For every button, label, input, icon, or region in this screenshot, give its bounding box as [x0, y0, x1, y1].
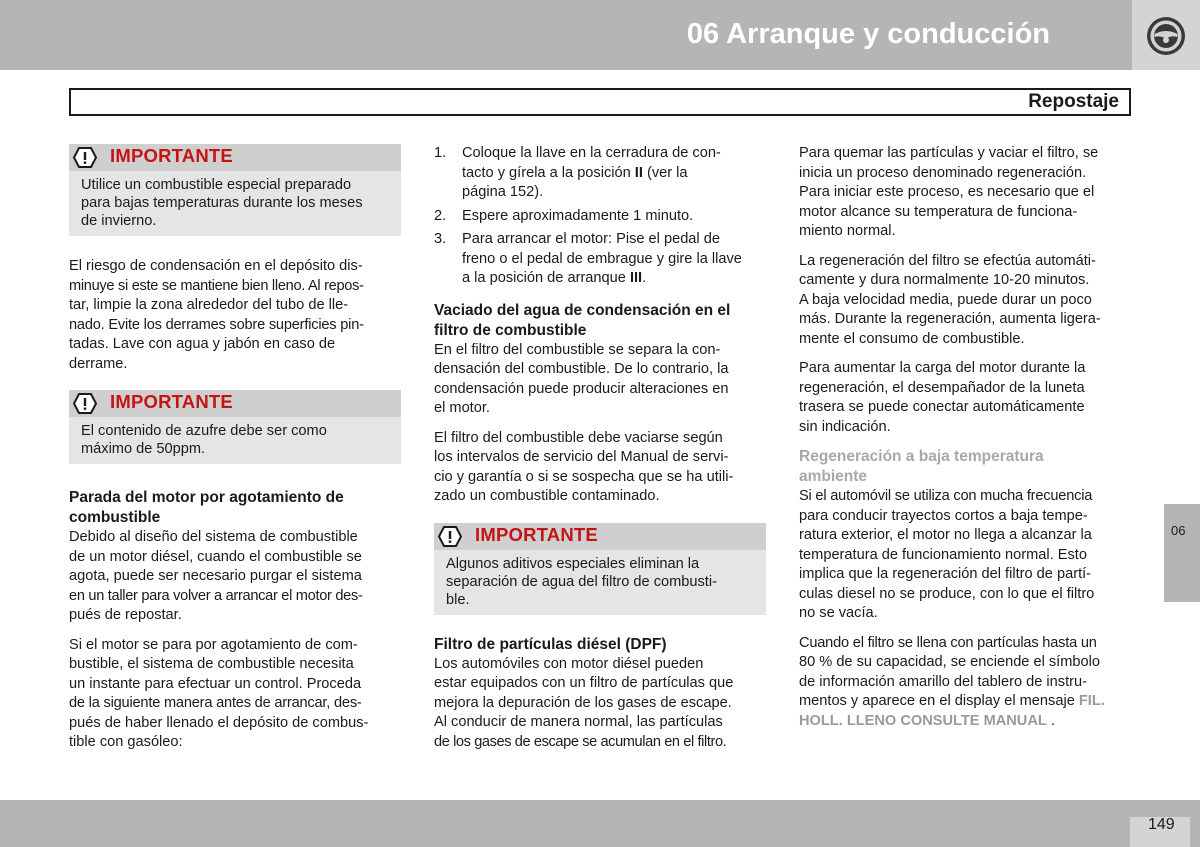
- chapter-tab-label: 06: [1171, 523, 1186, 538]
- important-text: [434, 550, 766, 615]
- section-frame: [69, 88, 1131, 116]
- text-line: tacto y gírela a la posición: [462, 164, 635, 181]
- text-line: más. Durante la regeneración, aumenta ligera-: [799, 311, 1101, 327]
- text-line: El contenido de azufre debe ser como: [81, 423, 327, 439]
- text-line: La regeneración del filtro se efectúa automáti-: [799, 252, 1096, 269]
- text-line: .: [1046, 712, 1055, 729]
- text-line: densación del combustible. De lo contrario, la: [434, 361, 729, 377]
- paragraph-filter-condensation: [434, 341, 766, 419]
- text-line: de invierno.: [81, 213, 157, 229]
- text-line: de un motor diésel, cuando el combustible se: [69, 548, 362, 565]
- text-line: Para arrancar el motor: Pise el pedal de: [462, 231, 720, 247]
- text-line: para bajas temperaturas durante los meses: [81, 195, 363, 211]
- chapter-side-tab: [1164, 504, 1200, 602]
- text-line: trasera se puede conectar automáticamente: [799, 399, 1085, 415]
- text-line: el motor.: [434, 400, 490, 416]
- text-line: freno o el pedal de embrague y gire la llave: [462, 250, 742, 267]
- column-1: [69, 144, 401, 763]
- important-text: [69, 417, 401, 464]
- text-line: ratura exterior, el motor no llega a alcanzar la: [799, 527, 1092, 543]
- text-line: combustible: [69, 509, 161, 526]
- important-header: [434, 523, 766, 550]
- text-line: Si el automóvil se utiliza con mucha frecuencia: [799, 488, 1093, 504]
- text-line: no se vacía.: [799, 605, 878, 621]
- list-item: [434, 230, 766, 289]
- text-line: Regeneración a baja temperatura: [799, 448, 1044, 465]
- chapter-title: 06 Arranque y conducción: [686, 18, 1050, 50]
- important-box-sulfur: [69, 390, 401, 464]
- important-box-fuel-winter: [69, 144, 401, 236]
- text-line: sin indicación.: [799, 418, 891, 435]
- text-line: bustible, el sistema de combustible necesita: [69, 656, 354, 672]
- text-line: En el filtro del combustible se separa la con-: [434, 341, 721, 358]
- text-line: a la posición de arranque: [462, 270, 630, 286]
- text-line: filtro de combustible: [434, 321, 587, 339]
- paragraph-regeneration-time: [799, 252, 1131, 350]
- important-title: IMPORTANTE: [475, 523, 598, 545]
- text-line: tar, limpie la zona alrededor del tubo de lle-: [69, 297, 349, 313]
- text-line: Vaciado del agua de condensación en el: [434, 301, 731, 319]
- text-line: tadas. Lave con agua y jabón en caso de: [69, 336, 336, 352]
- text-line: máximo de 50ppm.: [81, 441, 206, 457]
- list-item: [434, 144, 766, 203]
- important-text: [69, 171, 401, 236]
- text-line: ambiente: [799, 468, 868, 485]
- text-line: Al conducir de manera normal, las partículas: [434, 714, 723, 730]
- text-line: 80 % de su capacidad, se enciende el símbolo: [799, 654, 1100, 670]
- text-line: minuye si este se mantiene bien lleno. Al repos-: [69, 277, 364, 294]
- header-bar: [0, 0, 1132, 70]
- text-line: inicia un proceso denominado regeneración.: [799, 164, 1087, 181]
- paragraph-diesel-purge: [69, 528, 401, 626]
- heading-low-temperature: [799, 447, 1131, 487]
- paragraph-short-trips: [799, 487, 1131, 624]
- text-line: Para quemar las partículas y vaciar el filtro, se: [799, 145, 1099, 161]
- text-line: zado un combustible contaminado.: [434, 488, 660, 504]
- display-message: FIL.: [1078, 693, 1105, 709]
- key-position: III: [629, 270, 643, 286]
- text-line: temperatura de funcionamiento normal. Esto: [799, 546, 1087, 563]
- text-line: Espere aproximadamente 1 minuto.: [462, 207, 694, 224]
- text-line: culas diesel no se produce, con lo que el filtro: [799, 585, 1095, 602]
- text-line: Parada del motor por agotamiento de: [69, 489, 344, 506]
- paragraph-engine-stop: [69, 636, 401, 753]
- footer-bar: [0, 800, 1200, 847]
- text-line: camente y dura normalmente 10-20 minutos.: [799, 272, 1090, 288]
- steps-list: [434, 144, 766, 289]
- warning-icon: [73, 393, 97, 414]
- text-line: Para aumentar la carga del motor durante la: [799, 360, 1086, 376]
- text-line: tible con gasóleo:: [69, 734, 183, 750]
- text-line: Debido al diseño del sistema de combustible: [69, 529, 358, 545]
- text-line: El filtro del combustible debe vaciarse según: [434, 429, 723, 446]
- text-line: de la siguiente manera antes de arrancar, des-: [69, 695, 362, 711]
- paragraph-dpf: [434, 655, 766, 753]
- text-line: cio y garantía o si se sospecha que se ha utili-: [434, 468, 734, 485]
- text-line: regeneración, el desempañador de la luneta: [799, 379, 1085, 396]
- text-line: implica que la regeneración del filtro de partí-: [799, 566, 1092, 582]
- paragraph-regeneration: [799, 144, 1131, 242]
- page-number: 149: [1148, 816, 1175, 833]
- text-line: de información amarillo del tablero de instru-: [799, 673, 1087, 690]
- step-number: 3.: [434, 231, 447, 247]
- text-line: pués de repostar.: [69, 607, 182, 623]
- paragraph-filter-full: [799, 634, 1131, 732]
- text-line: derrame.: [69, 355, 128, 372]
- section-title: Repostaje: [1028, 91, 1119, 112]
- warning-icon: [73, 147, 97, 168]
- text-line: mejora la depuración de los gases de escape.: [434, 694, 732, 711]
- display-message: HOLL. LLENO CONSULTE MANUAL: [799, 712, 1047, 729]
- text-line: Algunos aditivos especiales eliminan la: [446, 555, 700, 572]
- text-line: los intervalos de servicio del Manual de servi-: [434, 449, 729, 465]
- step-number: 2.: [434, 207, 447, 224]
- text-line: Coloque la llave en la cerradura de con-: [462, 145, 721, 161]
- text-line: Utilice un combustible especial preparado: [81, 177, 352, 193]
- text-line: Los automóviles con motor diésel pueden: [434, 655, 704, 672]
- text-line: motor alcance su temperatura de funciona-: [799, 203, 1078, 220]
- text-line: A baja velocidad media, puede durar un poco: [799, 291, 1092, 308]
- important-header: [69, 144, 401, 171]
- column-3: [799, 144, 1131, 741]
- paragraph-filter-service: [434, 429, 766, 507]
- text-line: condensación puede producir alteraciones en: [434, 380, 729, 397]
- steering-wheel-icon: [1145, 15, 1187, 57]
- step-number: 1.: [434, 145, 447, 161]
- important-header: [69, 390, 401, 417]
- text-line: separación de agua del filtro de combusti-: [446, 573, 717, 590]
- text-line: El riesgo de condensación en el depósito dis-: [69, 258, 363, 274]
- warning-icon: [438, 526, 462, 547]
- key-position: II: [634, 164, 643, 181]
- text-line: Para iniciar este proceso, es necesario que el: [799, 184, 1095, 200]
- text-line: estar equipados con un filtro de partículas que: [434, 675, 734, 691]
- text-line: nado. Evite los derrames sobre superficies pin-: [69, 316, 364, 333]
- text-line: un instante para efectuar un control. Proceda: [69, 675, 362, 692]
- text-line: ble.: [446, 591, 470, 608]
- text-line: para conducir trayectos cortos a baja tempe-: [799, 507, 1088, 524]
- text-line: .: [642, 270, 647, 286]
- text-line: (ver la: [642, 164, 688, 181]
- column-2: [434, 144, 766, 762]
- paragraph-engine-load: [799, 359, 1131, 437]
- heading-condensation-drain: [434, 301, 766, 341]
- text-line: mentos y aparece en el display el mensaje: [799, 693, 1079, 709]
- heading-fuel-exhaustion: [69, 488, 401, 528]
- list-item: [434, 207, 766, 227]
- text-line: de los gases de escape se acumulan en el filtro.: [434, 733, 727, 750]
- text-line: Cuando el filtro se llena con partículas hasta un: [799, 634, 1097, 651]
- text-line: pués de haber llenado el depósito de combus-: [69, 714, 369, 731]
- important-title: IMPORTANTE: [110, 145, 233, 166]
- text-line: mente el consumo de combustible.: [799, 330, 1025, 347]
- important-box-additives: [434, 523, 766, 615]
- text-line: página 152).: [462, 184, 544, 200]
- paragraph-condensation: [69, 257, 401, 374]
- heading-dpf: Filtro de partículas diésel (DPF): [434, 635, 667, 653]
- important-title: IMPORTANTE: [110, 391, 233, 412]
- chapter-icon-box: [1132, 0, 1200, 70]
- text-line: agota, puede ser necesario purgar el sistema: [69, 568, 362, 584]
- text-line: miento normal.: [799, 223, 896, 239]
- text-line: en un taller para volver a arrancar el motor des-: [69, 587, 363, 604]
- text-line: Si el motor se para por agotamiento de com-: [69, 636, 358, 653]
